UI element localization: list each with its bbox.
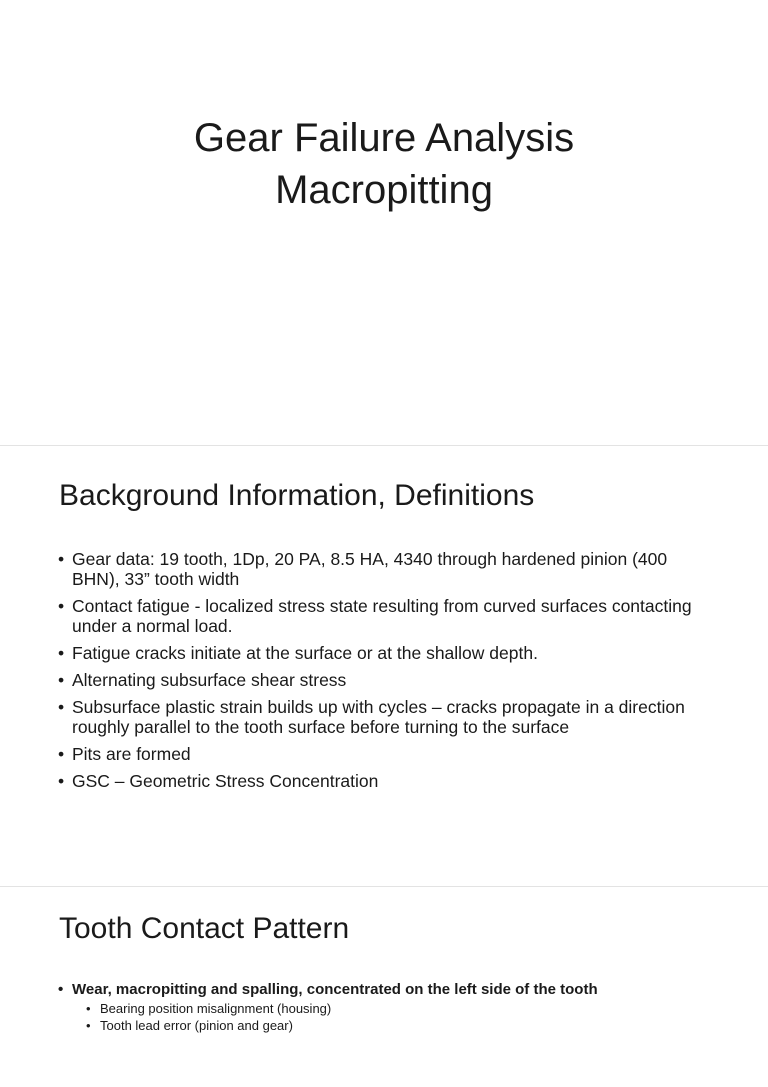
slide-title-line2: Macropitting	[275, 168, 493, 212]
bullet-item: • Gear data: 19 tooth, 1Dp, 20 PA, 8.5 HA, 4340 through hardened pinion (400 BHN), 33” tooth width	[58, 549, 718, 589]
bullet-text: Wear, macropitting and spalling, concentrated on the left side of the tooth	[72, 981, 598, 998]
slide-title	[0, 112, 768, 216]
sub-bullet-item: • Tooth lead error (pinion and gear)	[86, 1018, 718, 1034]
bullet-list	[58, 549, 718, 798]
slide-title-line1: Gear Failure Analysis	[193, 116, 575, 160]
bullet-item: • Subsurface plastic strain builds up with cycles – cracks propagate in a direction roughly parallel to the tooth surface before turning to the surface	[58, 697, 718, 737]
background-slide	[0, 446, 768, 886]
bullet-item: • GSC – Geometric Stress Concentration	[58, 771, 718, 791]
bullet-list	[58, 981, 718, 1041]
bullet-item	[58, 981, 718, 1034]
slide-heading: Background Information, Definitions	[59, 479, 535, 512]
bullet-item: • Alternating subsurface shear stress	[58, 670, 718, 690]
sub-bullet-item: • Bearing position misalignment (housing)	[86, 1001, 718, 1017]
bullet-item: • Contact fatigue - localized stress state resulting from curved surfaces contacting under a normal load.	[58, 596, 718, 636]
sub-bullet-list	[72, 1001, 718, 1034]
title-slide	[0, 0, 768, 445]
tooth-contact-slide	[0, 887, 768, 1087]
bullet-item: • Fatigue cracks initiate at the surface or at the shallow depth.	[58, 643, 718, 663]
slide-heading: Tooth Contact Pattern	[59, 912, 350, 945]
bullet-item: • Pits are formed	[58, 744, 718, 764]
